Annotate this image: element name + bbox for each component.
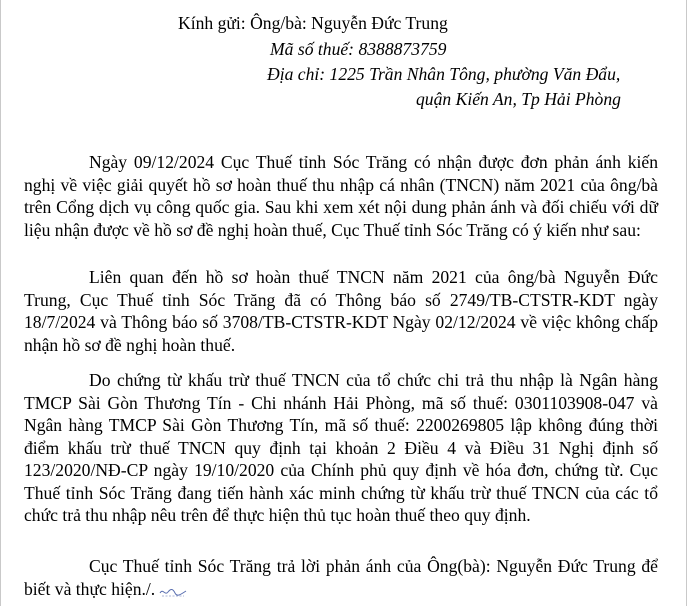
- recipient-line: Kính gửi: Ông/bà: Nguyễn Đức Trung: [178, 13, 448, 33]
- paragraph-intro: Ngày 09/12/2024 Cục Thuế tỉnh Sóc Trăng có nhận được đơn phản ánh kiến nghị về việc giải quyết hồ sơ hoàn thuế thu nhập cá nhân (TNCN) năm 2021 của ông/bà trên Cổng dịch vụ công quốc gia. Sau khi xem xét nội dung phản ánh và đối chiếu với dữ liệu nhận được về hồ sơ đề nghị hoàn thuế, Cục Thuế tỉnh Sóc Trăng có ý kiến như sau:: [24, 152, 658, 240]
- paragraph-notices: Liên quan đến hồ sơ hoàn thuế TNCN năm 2021 của ông/bà Nguyễn Đức Trung, Cục Thuế tỉnh Sóc Trăng đã có Thông báo số 2749/TB-CTSTR-KDT ngày 18/7/2024 và Thông báo số 3708/TB-CTSTR-KDT Ngày 02/12/2024 về việc không chấp nhận hồ sơ đề nghị hoàn thuế.: [24, 267, 658, 355]
- address-line-2: quận Kiến An, Tp Hải Phòng: [416, 89, 621, 109]
- signature-scribble: [159, 584, 187, 598]
- paragraph-reason: Do chứng từ khấu trừ thuế TNCN của tổ chức chi trả thu nhập là Ngân hàng TMCP Sài Gòn Thương Tín - Chi nhánh Hải Phòng, mã số thuế: 0301103908-047 và Ngân hàng TMCP Sài Gòn Thương Tín, mã số thuế: 2200269805 lập không đúng thời điểm khấu trừ thuế TNCN quy định tại khoản 2 Điều 4 và Điều 31 Nghị định số 123/2020/NĐ-CP ngày 19/10/2020 của Chính phủ quy định về hóa đơn, chứng từ. Cục Thuế tỉnh Sóc Trăng đang tiến hành xác minh chứng từ khấu trừ thuế TNCN của các tổ chức trả thu nhập nêu trên để thực hiện thủ tục hoàn thuế theo quy định.: [24, 370, 658, 525]
- tax-code-line: Mã số thuế: 8388873759: [270, 39, 447, 59]
- page-border-left: [0, 0, 1, 606]
- address-line-1: Địa chỉ: 1225 Trần Nhân Tông, phường Văn Đẩu,: [267, 64, 621, 84]
- closing-text: Cục Thuế tỉnh Sóc Trăng trả lời phản ánh của Ông(bà): Nguyễn Đức Trung để biết và thực hiện./.: [24, 556, 658, 599]
- paragraph-closing: [24, 555, 658, 600]
